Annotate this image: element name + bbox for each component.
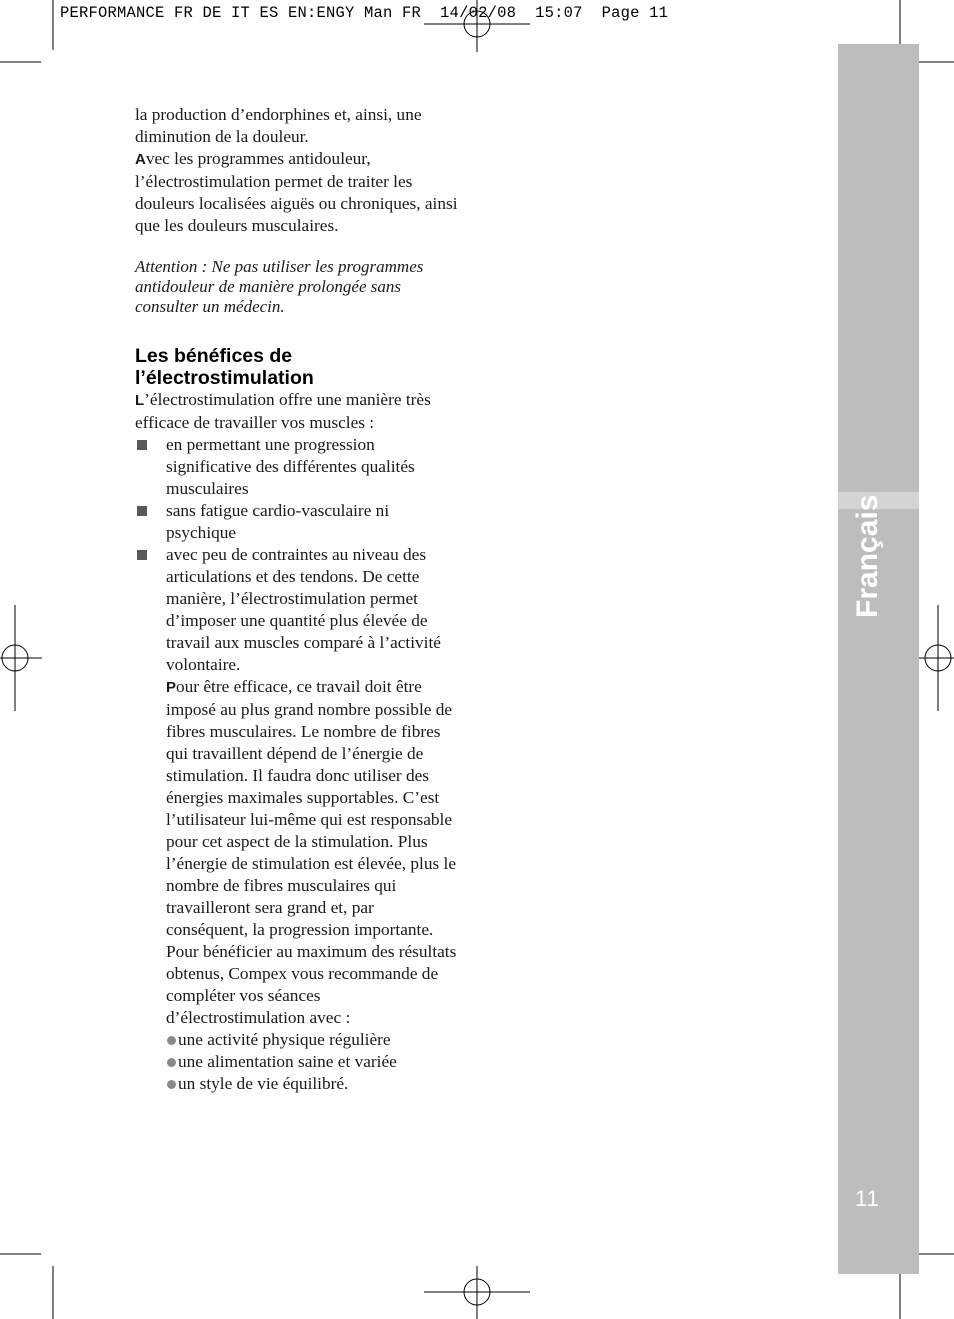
drop-cap: L xyxy=(135,392,145,409)
benefits-list xyxy=(135,434,460,1095)
print-slug-header: PERFORMANCE FR DE IT ES EN:ENGY Man FR 14/02/08 15:07 Page 11 xyxy=(60,4,669,22)
effectiveness-text: our être efficace, ce travail doit être imposé au plus grand nombre possible de fibres musculaires. Le nombre de fibres qui travaillent dépend de l’énergie de stimulation. Il faudra donc utiliser des énergies maximales supportables. C’est l’utilisateur lui-même qui est responsable pour cet aspect de la stimulation. Plus l’énergie de stimulation est élevée, plus le nombre de fibres musculaires qui travailleront sera grand et, par conséquent, la progression importante. Pour bénéficier au maximum des résultats obtenus, Compex vous recommande de compléter vos séances d’électrostimulation avec : xyxy=(166,677,457,1027)
attention-note xyxy=(135,257,460,317)
list-item-text: avec peu de contraintes au niveau des articulations et des tendons. De cette manière, l’électrostimulation permet d’imposer une quantité plus élevée de travail aux muscles comparé à l’activité volontaire. xyxy=(166,545,441,674)
language-label: Français xyxy=(851,494,884,618)
page-number: 11 xyxy=(855,1186,880,1211)
pain-paragraph xyxy=(135,148,460,237)
attention-text: Ne pas utiliser les programmes antidouleur de manière prolongée sans consulter un médecin xyxy=(135,257,424,316)
square-bullet-icon xyxy=(137,550,147,560)
list-item xyxy=(135,544,460,1095)
square-bullet-icon xyxy=(137,440,147,450)
list-item xyxy=(166,1073,460,1095)
recommendations-list xyxy=(166,1029,460,1095)
intro-paragraph xyxy=(135,104,460,148)
attention-label: Attention : xyxy=(135,257,212,276)
pain-text: vec les programmes antidouleur, l’électrostimulation permet de traiter les douleurs localisées aiguës ou chroniques, ainsi que les douleurs musculaires. xyxy=(135,149,458,235)
list-item-text: sans fatigue cardio-vasculaire ni psychique xyxy=(166,501,390,542)
list-item xyxy=(166,1051,460,1073)
intro-text: la production d’endorphines et, ainsi, une diminution de la douleur. xyxy=(135,105,422,146)
list-item xyxy=(135,434,460,500)
attention-end: . xyxy=(280,297,285,316)
list-item xyxy=(166,1029,460,1051)
effectiveness-paragraph xyxy=(166,676,460,1029)
list-item xyxy=(135,500,460,544)
language-sidebar xyxy=(838,44,919,1274)
section-heading: Les bénéfices de l’électrostimulation xyxy=(135,345,314,389)
round-bullet-icon xyxy=(167,1080,176,1089)
drop-cap: P xyxy=(166,679,177,696)
benefits-intro xyxy=(135,389,460,434)
round-bullet-icon xyxy=(167,1058,176,1067)
main-column xyxy=(135,104,460,1095)
list-item-text: une activité physique régulière xyxy=(178,1030,391,1049)
list-item-text: en permettant une progression significative des différentes qualités musculaires xyxy=(166,435,415,498)
drop-cap: A xyxy=(135,151,146,168)
list-item-text: une alimentation saine et variée xyxy=(178,1052,397,1071)
list-item-text: un style de vie équilibré. xyxy=(178,1074,349,1093)
square-bullet-icon xyxy=(137,506,147,516)
round-bullet-icon xyxy=(167,1036,176,1045)
benefits-intro-text: ’électrostimulation offre une manière très efficace de travailler vos muscles : xyxy=(135,390,431,432)
